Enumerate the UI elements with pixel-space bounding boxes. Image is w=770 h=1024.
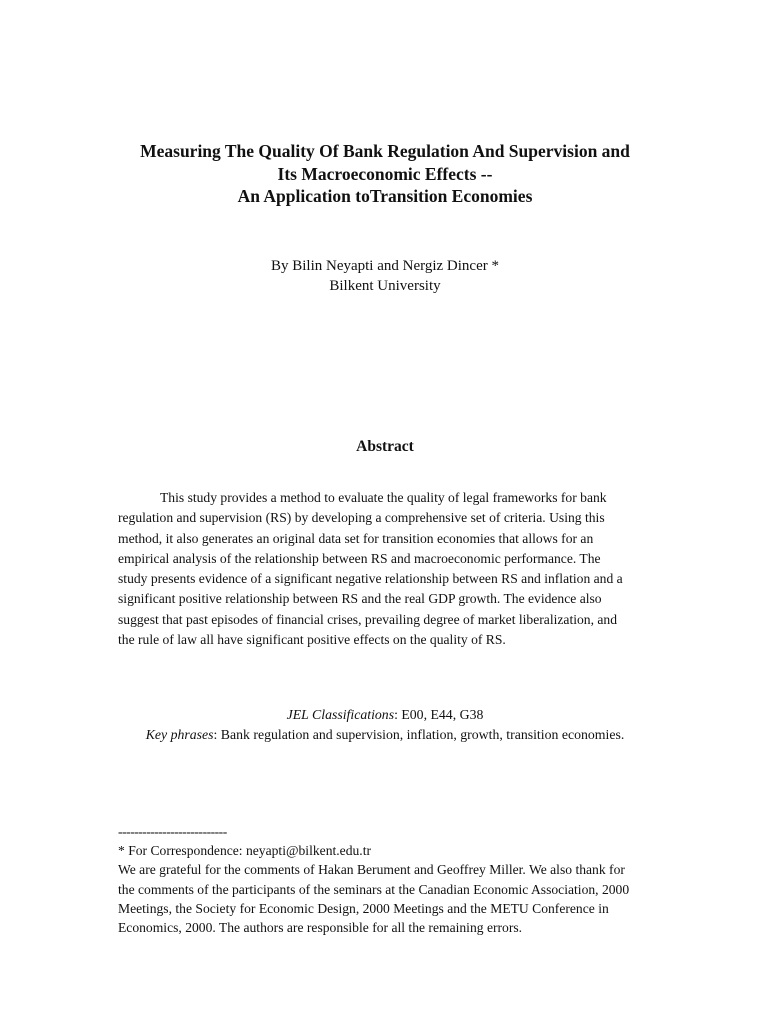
- title-line: An Application toTransition Economies: [237, 186, 533, 206]
- key-phrases: [0, 725, 770, 745]
- abstract-line: study presents evidence of a significant negative relationship between RS and inflation and a: [118, 571, 623, 587]
- abstract-line: regulation and supervision (RS) by developing a comprehensive set of criteria. Using this: [118, 510, 605, 526]
- author-names: By Bilin Neyapti and Nergiz Dincer *: [270, 258, 499, 274]
- abstract-heading: Abstract: [356, 438, 414, 455]
- classifications-block: [0, 705, 770, 745]
- footnote-line: We are grateful for the comments of Hakan Berument and Geoffrey Miller. We also thank for: [118, 862, 625, 878]
- jel-value: : E00, E44, G38: [394, 707, 484, 722]
- jel-label: JEL Classifications: [286, 707, 395, 722]
- abstract-line: This study provides a method to evaluate the quality of legal frameworks for bank: [160, 490, 607, 505]
- paper-title: [0, 140, 770, 208]
- abstract-line: empirical analysis of the relationship between RS and macroeconomic performance. The: [118, 550, 601, 566]
- abstract-body: [118, 488, 658, 650]
- abstract-line: significant positive relationship between RS and the real GDP growth. The evidence also: [118, 591, 602, 607]
- footnote-line: * For Correspondence: neyapti@bilkent.edu.tr: [118, 843, 371, 859]
- title-line: Measuring The Quality Of Bank Regulation And Supervision and: [140, 141, 630, 161]
- footnote-line: Economics, 2000. The authors are responsible for all the remaining errors.: [118, 920, 523, 936]
- footnote-separator: ---------------------------: [118, 824, 227, 839]
- footnote-line: the comments of the participants of the seminars at the Canadian Economic Association, 2000: [118, 881, 630, 897]
- footnotes: [118, 822, 678, 937]
- abstract-line: method, it also generates an original data set for transition economies that allows for an: [118, 530, 594, 546]
- abstract-line: suggest that past episodes of financial crises, prevailing degree of market liberalization, and: [118, 611, 618, 627]
- jel-classifications: [0, 705, 770, 725]
- keyphrases-value: : Bank regulation and supervision, inflation, growth, transition economies.: [213, 727, 625, 742]
- author-affiliation: Bilkent University: [329, 278, 441, 294]
- footnote-line: Meetings, the Society for Economic Design, 2000 Meetings and the METU Conference in: [118, 900, 609, 916]
- keyphrases-label: Key phrases: [145, 727, 214, 742]
- title-line: Its Macroeconomic Effects --: [277, 163, 493, 184]
- author-block: [0, 256, 770, 296]
- abstract-line: the rule of law all have significant positive effects on the quality of RS.: [118, 632, 506, 648]
